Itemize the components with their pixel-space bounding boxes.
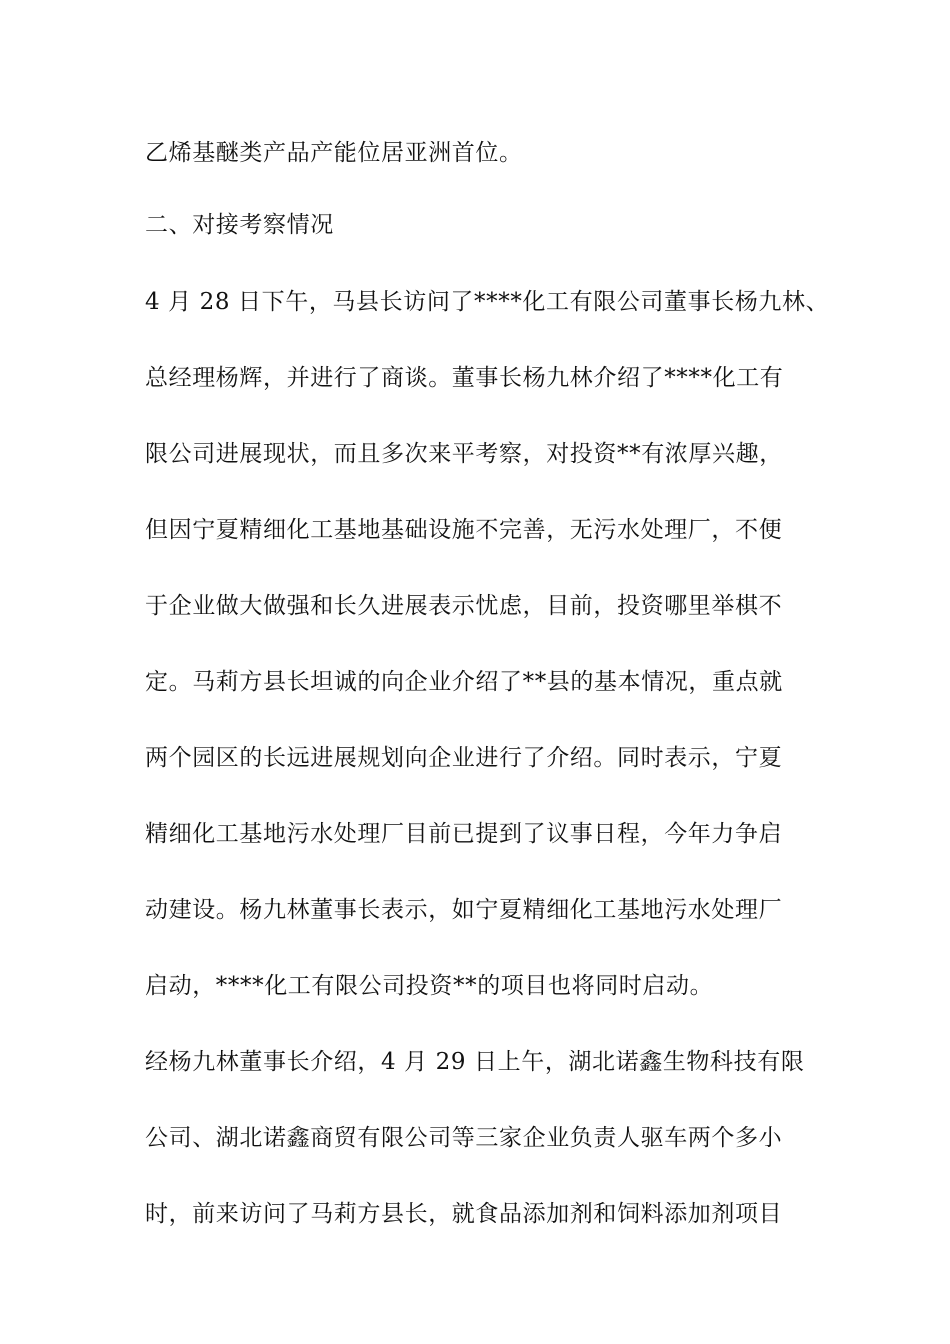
paragraph-line: 于企业做大做强和长久进展表示忧虑，目前，投资哪里举棋不 [145, 593, 783, 619]
paragraph-line: 经杨九林董事长介绍，4 月 29 日上午，湖北诺鑫生物科技有限 [145, 1049, 805, 1075]
paragraph-line: 启动，****化工有限公司投资**的项目也将同时启动。 [145, 973, 714, 999]
paragraph-line: 4 月 28 日下午，马县长访问了****化工有限公司董事长杨九林、 [145, 289, 830, 315]
paragraph-line: 时，前来访问了马莉方县长，就食品添加剂和饲料添加剂项目 [145, 1201, 783, 1227]
paragraph-line: 精细化工基地污水处理厂目前已提到了议事日程，今年力争启 [145, 821, 783, 847]
paragraph-line: 公司、湖北诺鑫商贸有限公司等三家企业负责人驱车两个多小 [145, 1125, 783, 1151]
section-heading: 二、对接考察情况 [145, 212, 334, 238]
paragraph-line: 动建设。杨九林董事长表示，如宁夏精细化工基地污水处理厂 [145, 897, 783, 923]
paragraph-line: 两个园区的长远进展规划向企业进行了介绍。同时表示，宁夏 [145, 745, 783, 771]
paragraph-line: 乙烯基醚类产品产能位居亚洲首位。 [145, 140, 523, 166]
paragraph-line: 总经理杨辉，并进行了商谈。董事长杨九林介绍了****化工有 [145, 365, 784, 391]
paragraph-line: 定。马莉方县长坦诚的向企业介绍了**县的基本情况，重点就 [145, 669, 783, 695]
paragraph-line: 限公司进展现状，而且多次来平考察，对投资**有浓厚兴趣， [145, 441, 783, 467]
paragraph-line: 但因宁夏精细化工基地基础设施不完善，无污水处理厂，不便 [145, 517, 783, 543]
